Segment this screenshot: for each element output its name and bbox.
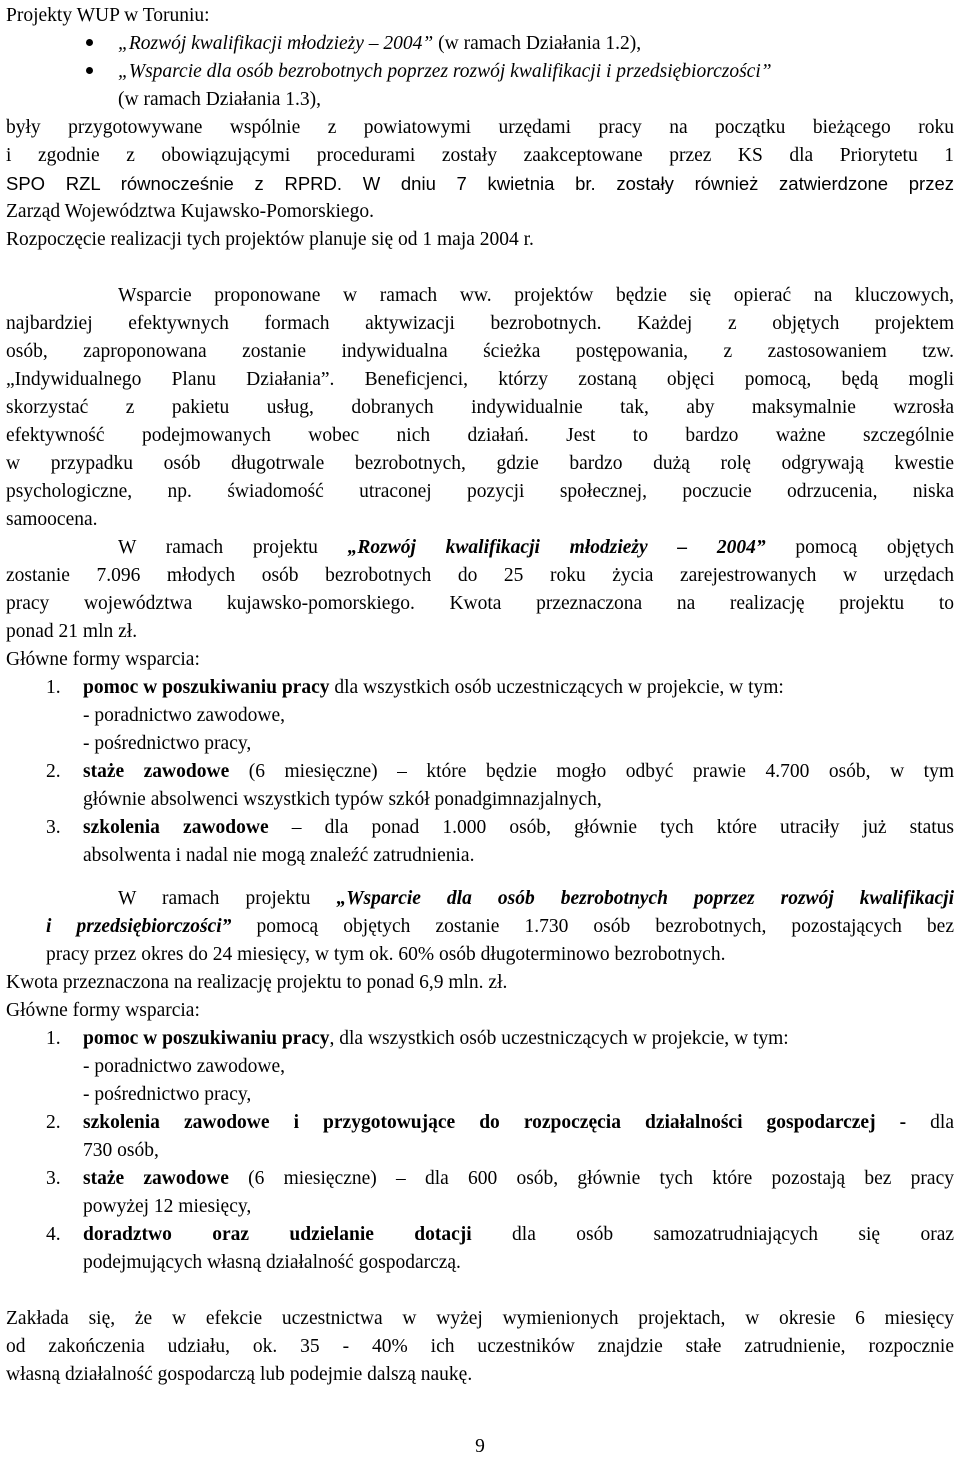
list-item-text: dla <box>906 1112 954 1133</box>
paragraph-line <box>46 913 954 941</box>
text-run: pomocą objętych <box>765 537 955 558</box>
forms-heading: Główne formy wsparcia: <box>6 1000 200 1021</box>
list-number: 1. <box>46 1028 61 1049</box>
list-subitem: - pośrednictwo pracy, <box>83 733 252 754</box>
project-note: (w ramach Działania 1.3), <box>118 89 322 110</box>
list-item-text: (6 miesięczne) – które będzie mogło odbyć prawie 4.700 osób, w tym <box>229 761 954 782</box>
list-number: 1. <box>46 677 61 698</box>
paragraph-line: i zgodnie z obowiązującymi procedurami zostały zaakceptowane przez KS dla Priorytetu 1 <box>6 145 954 166</box>
project-title: „Rozwój kwalifikacji młodzieży – 2004” <box>347 537 766 558</box>
paragraph-line <box>118 885 954 913</box>
list-subitem: - poradnictwo zawodowe, <box>83 705 285 726</box>
paragraph-line: Rozpoczęcie realizacji tych projektów planuje się od 1 maja 2004 r. <box>6 229 534 250</box>
project-title: i przedsiębiorczości” <box>46 916 232 937</box>
paragraph-line: od zakończenia udziału, ok. 35 - 40% ich uczestników znajdzie stałe zatrudnienie, rozpocznie <box>6 1336 954 1357</box>
paragraph-line: skorzystać z pakietu usług, dobranych indywidualnie tak, aby maksymalnie wzrosła <box>6 397 954 418</box>
paragraph-line: pracy przez okres do 24 miesięcy, w tym ok. 60% osób długoterminowo bezrobotnych. <box>46 944 726 965</box>
list-item-text: – dla ponad 1.000 osób, głównie tych które utraciły już status <box>268 817 955 838</box>
forms-heading: Główne formy wsparcia: <box>6 649 200 670</box>
list-item <box>83 1165 954 1193</box>
list-item-bold: doradztwo oraz udzielanie dotacji <box>83 1224 472 1245</box>
text-run: W ramach projektu <box>118 888 337 909</box>
list-item-bold: pomoc w poszukiwaniu pracy <box>83 677 330 698</box>
text-run: pomocą objętych zostanie 1.730 osób bezrobotnych, pozostających bez <box>231 916 954 937</box>
list-item-bold: szkolenia zawodowe <box>83 817 269 838</box>
paragraph-line: zostanie 7.096 młodych osób bezrobotnych do 25 roku życia zarejestrowanych w urzędach <box>6 565 954 586</box>
list-number: 4. <box>46 1224 61 1245</box>
paragraph-line: Kwota przeznaczona na realizację projektu to ponad 6,9 mln. zł. <box>6 972 508 993</box>
paragraph-line: w przypadku osób długotrwale bezrobotnych, gdzie bardzo dużą rolę odgrywają kwestie <box>6 453 954 474</box>
paragraph-line: były przygotowywane wspólnie z powiatowymi urzędami pracy na początku bieżącego roku <box>6 117 954 138</box>
list-item-text: dla osób samozatrudniających się oraz <box>471 1224 955 1245</box>
list-item-text: , dla wszystkich osób uczestniczących w projekcie, w tym: <box>329 1028 789 1049</box>
list-item-continuation: podejmujących własną działalność gospodarczą. <box>83 1252 461 1273</box>
paragraph-line: własną działalność gospodarczą lub podejmie dalszą naukę. <box>6 1364 473 1385</box>
paragraph-line: SPO RZL równocześnie z RPRD. W dniu 7 kwietnia br. zostały również zatwierdzone przez <box>6 173 954 194</box>
list-item <box>83 1025 789 1053</box>
list-item-continuation: powyżej 12 miesięcy, <box>83 1196 252 1217</box>
paragraph-line: „Indywidualnego Planu Działania”. Beneficjenci, którzy zostaną objęci pomocą, będą mogli <box>6 369 954 390</box>
paragraph-line: Zarząd Województwa Kujawsko-Pomorskiego. <box>6 201 374 222</box>
list-number: 2. <box>46 761 61 782</box>
project-title: „Wsparcie dla osób bezrobotnych poprzez rozwój kwalifikacji <box>336 888 954 909</box>
paragraph-line <box>118 534 954 562</box>
list-item <box>83 814 954 842</box>
list-item <box>83 1109 954 1137</box>
list-item-continuation: głównie absolwenci wszystkich typów szkół ponadgimnazjalnych, <box>83 789 602 810</box>
paragraph-line: ponad 21 mln zł. <box>6 621 138 642</box>
bullet-icon <box>86 39 93 46</box>
paragraph-line: pracy województwa kujawsko-pomorskiego. Kwota przeznaczona na realizację projektu to <box>6 593 954 614</box>
project-item-2 <box>118 58 772 86</box>
project-note: (w ramach Działania 1.2), <box>433 33 642 54</box>
list-item <box>83 674 784 702</box>
list-item-continuation: 730 osób, <box>83 1140 159 1161</box>
paragraph-line: psychologiczne, np. świadomość utraconej pozycji społecznej, poczucie odrzucenia, niska <box>6 481 954 502</box>
paragraph-line: najbardziej efektywnych formach aktywizacji bezrobotnych. Każdej z objętych projektem <box>6 313 954 334</box>
bullet-icon <box>86 67 93 74</box>
list-number: 2. <box>46 1112 61 1133</box>
paragraph-line: Zakłada się, że w efekcie uczestnictwa w wyżej wymienionych projektach, w okresie 6 miesięcy <box>6 1308 954 1329</box>
paragraph-line: samoocena. <box>6 509 98 530</box>
paragraph-line: Wsparcie proponowane w ramach ww. projektów będzie się opierać na kluczowych, <box>118 285 954 306</box>
list-item <box>83 758 954 786</box>
list-item-text: (6 miesięczne) – dla 600 osób, głównie tych które pozostają bez pracy <box>228 1168 954 1189</box>
list-item-text: dla wszystkich osób uczestniczących w projekcie, w tym: <box>329 677 784 698</box>
list-item <box>83 1221 954 1249</box>
list-number: 3. <box>46 1168 61 1189</box>
list-item-bold: pomoc w poszukiwaniu pracy <box>83 1028 330 1049</box>
project-title: „Wsparcie dla osób bezrobotnych poprzez rozwój kwalifikacji i przedsiębiorczości” <box>118 61 772 82</box>
list-item-bold: staże zawodowe <box>83 1168 229 1189</box>
list-item-bold: szkolenia zawodowe i przygotowujące do rozpoczęcia działalności gospodarczej - <box>83 1112 907 1133</box>
list-number: 3. <box>46 817 61 838</box>
list-subitem: - poradnictwo zawodowe, <box>83 1056 285 1077</box>
list-item-bold: staże zawodowe <box>83 761 230 782</box>
list-subitem: - pośrednictwo pracy, <box>83 1084 252 1105</box>
text-run: W ramach projektu <box>118 537 348 558</box>
paragraph-line: efektywność podejmowanych wobec nich działań. Jest to bardzo ważne szczególnie <box>6 425 954 446</box>
page-number: 9 <box>475 1436 485 1457</box>
project-item-1 <box>118 30 641 58</box>
paragraph-line: osób, zaproponowana zostanie indywidualna ścieżka postępowania, z zastosowaniem tzw. <box>6 341 954 362</box>
list-item-continuation: absolwenta i nadal nie mogą znaleźć zatrudnienia. <box>83 845 475 866</box>
section-heading: Projekty WUP w Toruniu: <box>6 5 210 26</box>
project-title: „Rozwój kwalifikacji młodzieży – 2004” <box>118 33 434 54</box>
